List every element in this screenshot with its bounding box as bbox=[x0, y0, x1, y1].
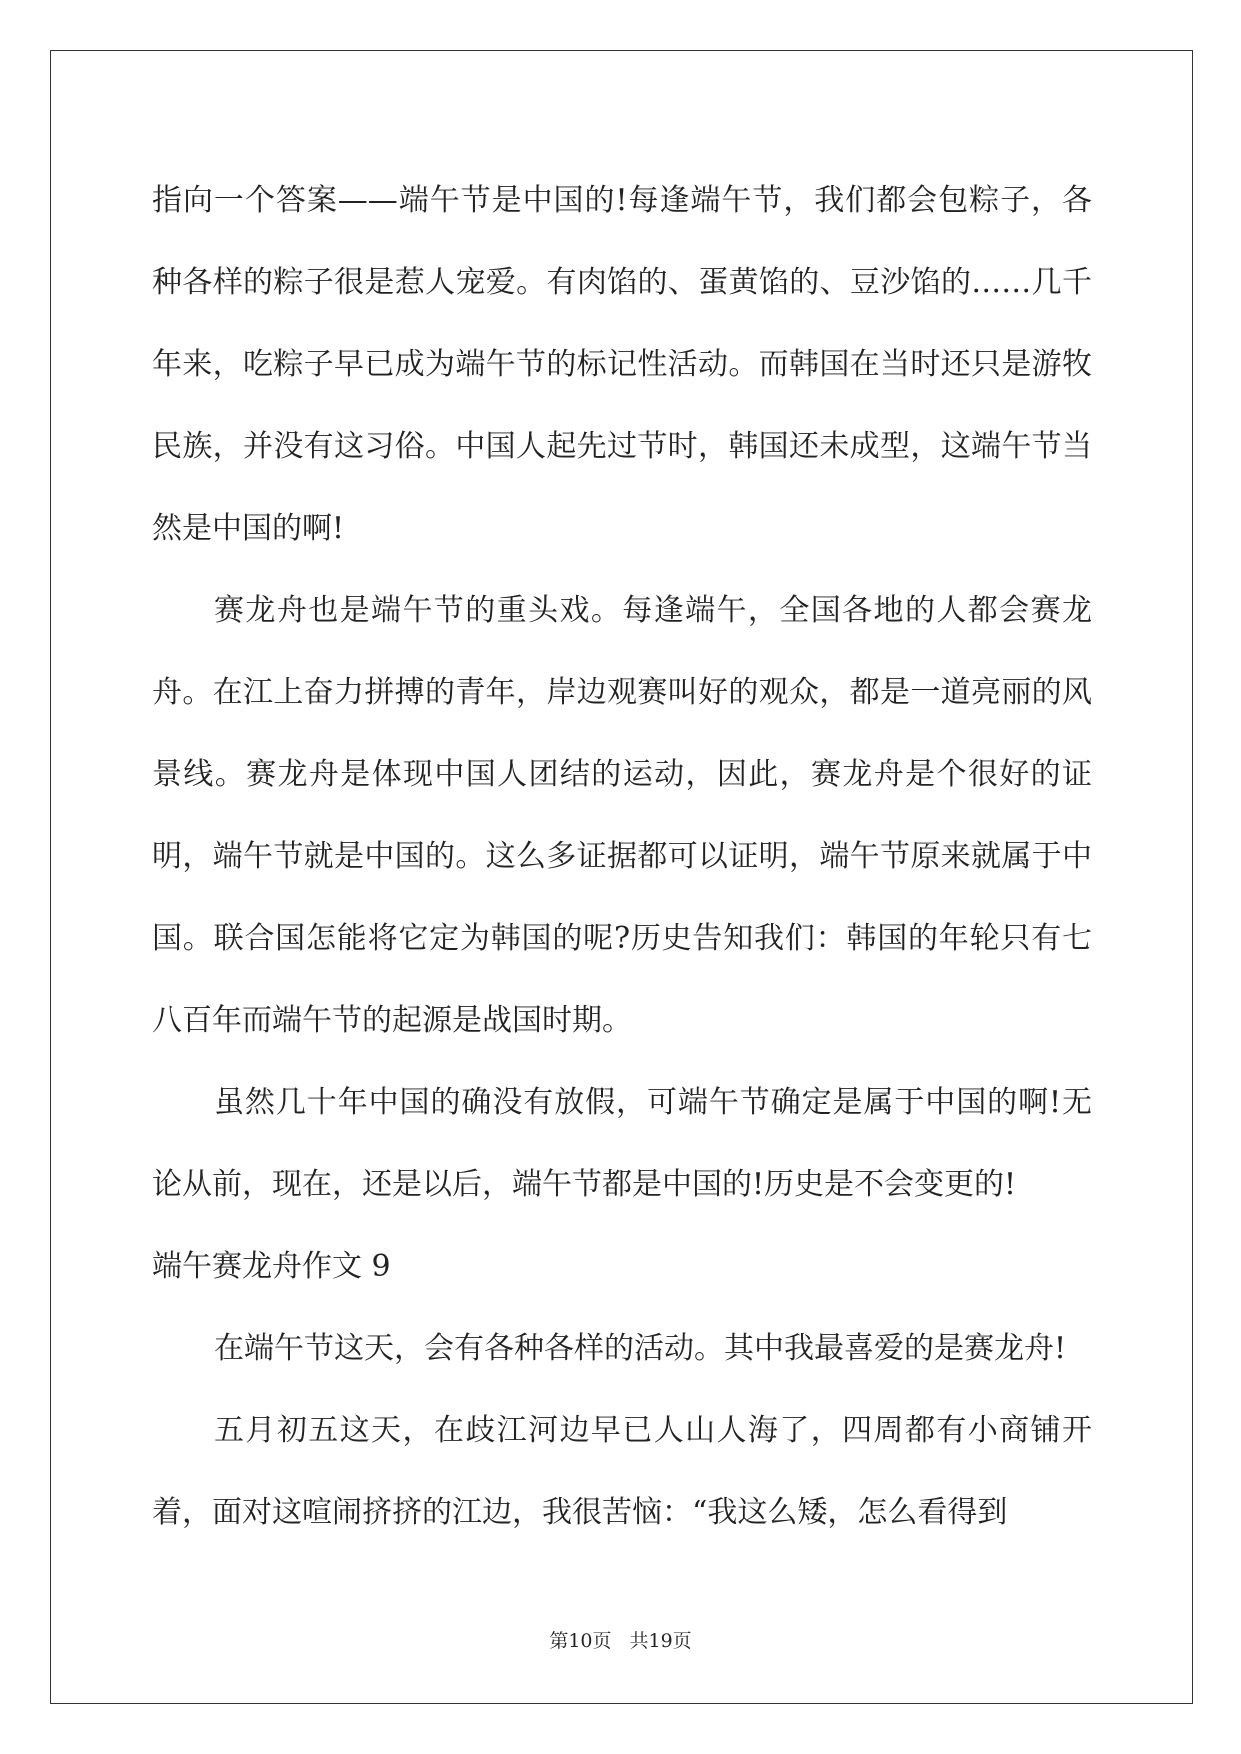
paragraph-4: 在端午节这天，会有各种各样的活动。其中我最喜爱的是赛龙舟! bbox=[214, 1331, 1067, 1366]
paragraph-5: 五月初五这天，在歧江河边早已人山人海了，四周都有小商铺开着，面对这喧闹挤挤的江边，我很苦恼：“我这么矮，怎么看得到 bbox=[152, 1413, 1092, 1530]
section-title: 端午赛龙舟作文 9 bbox=[152, 1249, 391, 1284]
page-number: 第10页 bbox=[549, 1630, 612, 1652]
paragraph-3: 虽然几十年中国的确没有放假，可端午节确定是属于中国的啊!无论从前，现在，还是以后，端午节都是中国的!历史是不会变更的! bbox=[152, 1085, 1092, 1202]
page-total: 共19页 bbox=[629, 1630, 692, 1652]
page-footer bbox=[0, 1626, 1241, 1653]
paragraph-2: 赛龙舟也是端午节的重头戏。每逢端午，全国各地的人都会赛龙舟。在江上奋力拼搏的青年，岸边观赛叫好的观众，都是一道亮丽的风景线。赛龙舟是体现中国人团结的运动，因此，赛龙舟是个很好的证明，端午节就是中国的。这么多证据都可以证明，端午节原来就属于中国。联合国怎能将它定为韩国的呢?历史告知我们：韩国的年轮只有七八百年而端午节的起源是战国时期。 bbox=[152, 593, 1092, 1038]
paragraph-1: 指向一个答案——端午节是中国的!每逢端午节，我们都会包粽子，各种各样的粽子很是惹人宠爱。有肉馅的、蛋黄馅的、豆沙馅的……几千年来，吃粽子早已成为端午节的标记性活动。而韩国在当时还只是游牧民族，并没有这习俗。中国人起先过节时，韩国还未成型，这端午节当然是中国的啊! bbox=[152, 183, 1092, 546]
document-body bbox=[152, 160, 1092, 1554]
